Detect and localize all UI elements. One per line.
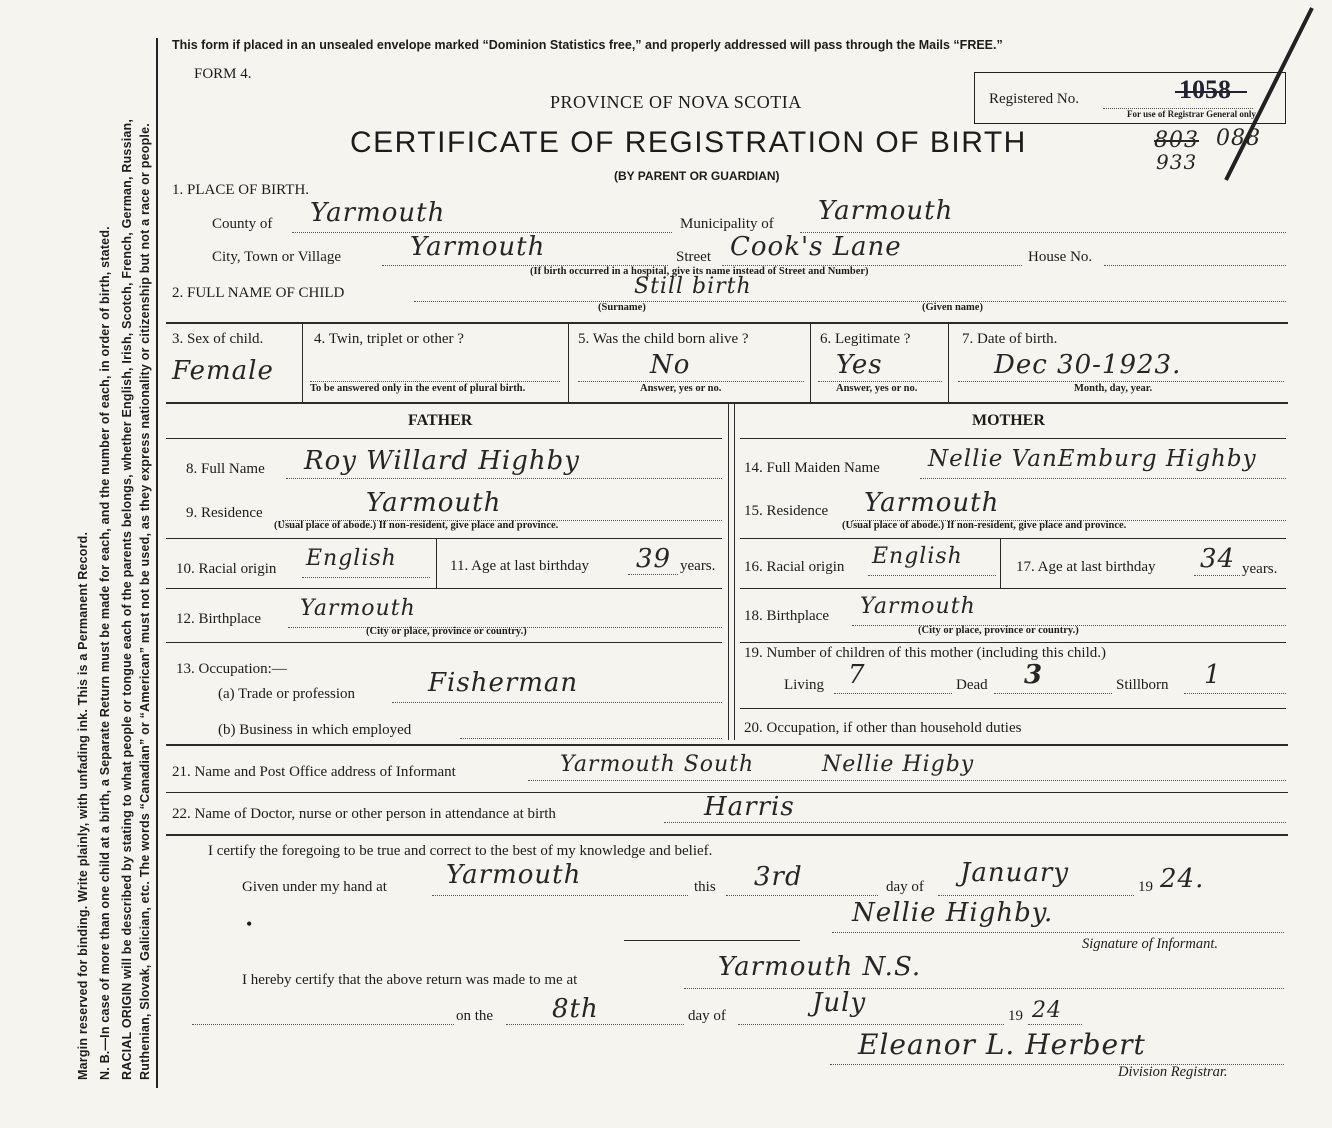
father-race-label: 10. Racial origin	[176, 561, 277, 577]
legitimate-label: 6. Legitimate ?	[820, 331, 911, 347]
father-race-value: English	[306, 546, 397, 571]
stray-mark: •	[246, 914, 253, 934]
day-of2-label: day of	[688, 1008, 726, 1024]
certificate-title: CERTIFICATE OF REGISTRATION OF BIRTH	[350, 126, 1027, 159]
province-title: PROVINCE OF NOVA SCOTIA	[550, 92, 802, 112]
child-name-value: Still birth	[634, 274, 752, 299]
surname-note: (Surname)	[598, 302, 646, 313]
father-name-label: 8. Full Name	[186, 461, 265, 477]
day-of-label: day of	[886, 879, 924, 895]
father-business-label: (b) Business in which employed	[218, 722, 412, 738]
mother-line-b	[740, 588, 1286, 589]
father-trade-value: Fisherman	[428, 668, 579, 698]
mother-line-c	[740, 642, 1286, 643]
short-rule	[624, 940, 800, 941]
father-line-a	[166, 538, 722, 539]
informant-line	[528, 780, 1286, 781]
dead-label: Dead	[956, 677, 988, 693]
mother-res-label: 15. Residence	[744, 503, 829, 519]
parents-bottom-line	[166, 744, 1288, 746]
month-value: January	[960, 858, 1070, 888]
parents-divider-a	[728, 402, 729, 740]
row3-bottom-line	[166, 402, 1288, 404]
informant-signature: Nellie Highby.	[852, 898, 1054, 928]
month2-line	[738, 1024, 1004, 1025]
mother-name-line	[920, 478, 1286, 479]
informant-address: Yarmouth South	[560, 752, 755, 777]
father-age-label: 11. Age at last birthday	[450, 558, 589, 574]
given-place-line	[432, 895, 688, 896]
this-value: 3rd	[754, 862, 803, 892]
mother-children-label: 19. Number of children of this mother (including this child.)	[744, 645, 1107, 661]
mother-race-divider	[1000, 538, 1001, 588]
row3-div-2	[568, 322, 569, 402]
margin-note-3: RACIAL ORIGIN will be described by stating to what people or tongue each of the parents belongs, whether English, Irish, Scotch, French, German, Russian,	[120, 118, 134, 1080]
county-label: County of	[212, 216, 273, 232]
month-line	[938, 895, 1134, 896]
mother-heading: MOTHER	[972, 412, 1045, 429]
margin-note-1: Margin reserved for binding. Write plainly, with unfading ink. This is a Permanent Record.	[76, 531, 90, 1080]
father-res-note: (Usual place of abode.) If non-resident, give place and province.	[274, 520, 559, 531]
doctor-label: 22. Name of Doctor, nurse or other person in attendance at birth	[172, 806, 556, 822]
father-res-value: Yarmouth	[366, 488, 502, 518]
parents-head-line-left	[166, 438, 722, 439]
dob-line	[958, 381, 1284, 382]
mother-res-note: (Usual place of abode.) If non-resident, give place and province.	[842, 520, 1127, 531]
living-line	[834, 693, 952, 694]
dob-note: Month, day, year.	[1074, 383, 1153, 394]
dob-value: Dec 30-1923.	[994, 350, 1182, 380]
father-line-c	[166, 642, 722, 643]
alive-value: No	[650, 350, 691, 380]
year2-prefix: 19	[1008, 1008, 1023, 1024]
father-race-divider	[436, 538, 437, 588]
doctor-line	[664, 822, 1286, 823]
mother-age-value: 34	[1200, 544, 1236, 574]
registrar-signature: Eleanor L. Herbert	[858, 1028, 1146, 1061]
father-bp-label: 12. Birthplace	[176, 611, 261, 627]
mother-race-label: 16. Racial origin	[744, 559, 845, 575]
year-value: 24.	[1160, 864, 1205, 894]
registrar-label: Division Registrar.	[1118, 1064, 1228, 1080]
father-res-label: 9. Residence	[186, 505, 263, 521]
father-business-line	[460, 738, 722, 739]
binding-margin-line	[156, 38, 158, 1088]
informant-name: Nellie Higby	[822, 752, 975, 777]
year2-value: 24	[1032, 998, 1062, 1023]
legitimate-line	[818, 381, 942, 382]
father-age-value: 39	[636, 544, 672, 574]
city-label: City, Town or Village	[212, 249, 342, 265]
row3-top-line	[166, 322, 1288, 324]
registrar-place-value: Yarmouth N.S.	[718, 952, 922, 982]
sex-value: Female	[172, 356, 274, 386]
year2-line	[1028, 1024, 1082, 1025]
street-value: Cook's Lane	[730, 232, 902, 262]
certify-statement: I certify the foregoing to be true and correct to the best of my knowledge and belief.	[208, 843, 713, 859]
margin-pen-stroke	[1186, 4, 1326, 184]
house-label: House No.	[1028, 249, 1093, 265]
father-trade-line	[392, 702, 722, 703]
child-name-line	[414, 301, 1286, 302]
given-label: Given under my hand at	[242, 879, 387, 895]
place-heading: 1. PLACE OF BIRTH.	[172, 182, 310, 198]
parents-head-line-right	[740, 438, 1286, 439]
mother-race-line	[868, 575, 996, 576]
father-heading: FATHER	[408, 412, 473, 429]
given-name-note: (Given name)	[922, 302, 983, 313]
registrar-statement: I hereby certify that the above return was made to me at	[242, 972, 578, 988]
mail-notice: This form if placed in an unsealed envelope marked “Dominion Statistics free,” and properly addressed will pass through the Mails “FREE.”	[172, 38, 1003, 52]
father-line-b	[166, 588, 722, 589]
row3-div-3	[810, 322, 811, 402]
alive-note: Answer, yes or no.	[640, 383, 722, 394]
mother-years: years.	[1242, 561, 1278, 577]
mother-bp-label: 18. Birthplace	[744, 608, 829, 624]
father-name-value: Roy Willard Highby	[304, 446, 580, 476]
father-occ-label: 13. Occupation:—	[176, 661, 287, 677]
registrar-only-note: For use of Registrar General only.	[1127, 109, 1258, 119]
father-bp-value: Yarmouth	[300, 596, 416, 621]
street-label: Street	[676, 249, 711, 265]
dead-line	[994, 693, 1112, 694]
given-place-value: Yarmouth	[446, 860, 582, 890]
on-the-value: 8th	[552, 994, 599, 1024]
mother-age-label: 17. Age at last birthday	[1016, 559, 1156, 575]
stillborn-line	[1184, 693, 1286, 694]
certificate-subtitle: (BY PARENT OR GUARDIAN)	[614, 169, 780, 183]
alive-label: 5. Was the child born alive ?	[578, 331, 749, 347]
this-label: this	[694, 879, 716, 895]
house-line	[1104, 265, 1286, 266]
city-value: Yarmouth	[410, 232, 546, 262]
mother-name-label: 14. Full Maiden Name	[744, 460, 880, 476]
on-the-line	[506, 1024, 684, 1025]
father-trade-label: (a) Trade or profession	[218, 686, 356, 702]
mother-bp-value: Yarmouth	[860, 594, 976, 619]
father-age-line	[628, 574, 678, 575]
dob-label: 7. Date of birth.	[962, 331, 1058, 347]
margin-note-4: Ruthenian, Slovak, Galician, etc. The words “Canadian” or “American” must not be used, as they express nationality or citizenship but not a race or people.	[138, 123, 152, 1080]
year-prefix: 19	[1138, 879, 1153, 895]
mother-bp-note: (City or place, province or country.)	[918, 625, 1079, 636]
father-years: years.	[680, 558, 716, 574]
row3-div-4	[948, 322, 949, 402]
mother-name-value: Nellie VanEmburg Highby	[928, 446, 1257, 472]
month2-value: July	[812, 988, 867, 1018]
twin-note: To be answered only in the event of plural birth.	[310, 383, 526, 394]
doctor-bottom-line	[166, 834, 1288, 836]
margin-note-2: N. B.—In case of more than one child at a birth, a Separate Return must be made for each, and the number of each, in order of birth, stated.	[98, 226, 112, 1080]
registered-label: Registered No.	[989, 91, 1079, 107]
legitimate-value: Yes	[836, 350, 883, 380]
living-label: Living	[784, 677, 824, 693]
living-value: 7	[848, 660, 866, 690]
county-value: Yarmouth	[310, 198, 446, 228]
dead-value: 3	[1024, 660, 1044, 690]
registered-number: 1058	[1179, 75, 1231, 104]
informant-label: 21. Name and Post Office address of Informant	[172, 764, 456, 780]
doctor-value: Harris	[704, 792, 795, 822]
mother-occ-label: 20. Occupation, if other than household duties	[744, 720, 1022, 736]
mother-age-line	[1194, 575, 1240, 576]
mother-line-a	[740, 538, 1286, 539]
registrar-place-line	[684, 988, 1284, 989]
father-bp-note: (City or place, province or country.)	[366, 626, 527, 637]
informant-sig-label: Signature of Informant.	[1082, 936, 1219, 952]
hospital-note: (If birth occurred in a hospital, give its name instead of Street and Number)	[530, 266, 869, 277]
municipality-value: Yarmouth	[818, 196, 954, 226]
mother-res-value: Yarmouth	[864, 488, 1000, 518]
form-number: FORM 4.	[194, 66, 252, 82]
stillborn-label: Stillborn	[1116, 677, 1169, 693]
legitimate-note: Answer, yes or no.	[836, 383, 918, 394]
parents-divider-b	[734, 402, 735, 740]
this-line	[726, 895, 878, 896]
child-name-label: 2. FULL NAME OF CHILD	[172, 285, 345, 301]
mother-line-d	[740, 708, 1286, 709]
twin-line	[310, 381, 560, 382]
stillborn-value: 1	[1204, 660, 1222, 690]
father-race-line	[302, 577, 430, 578]
municipality-label: Municipality of	[680, 216, 774, 232]
on-the-label: on the	[456, 1008, 494, 1024]
twin-label: 4. Twin, triplet or other ?	[314, 331, 464, 347]
margin-number-2: 088	[1216, 126, 1261, 151]
mother-race-value: English	[872, 544, 963, 569]
margin-number-1: 803	[1154, 128, 1199, 153]
alive-line	[578, 381, 804, 382]
row3-div-1	[302, 322, 303, 402]
informant-sig-line	[832, 932, 1284, 933]
sex-label: 3. Sex of child.	[172, 331, 264, 347]
margin-number-3: 933	[1156, 150, 1198, 174]
on-the-lead-line	[192, 1024, 454, 1025]
father-name-line	[286, 478, 722, 479]
